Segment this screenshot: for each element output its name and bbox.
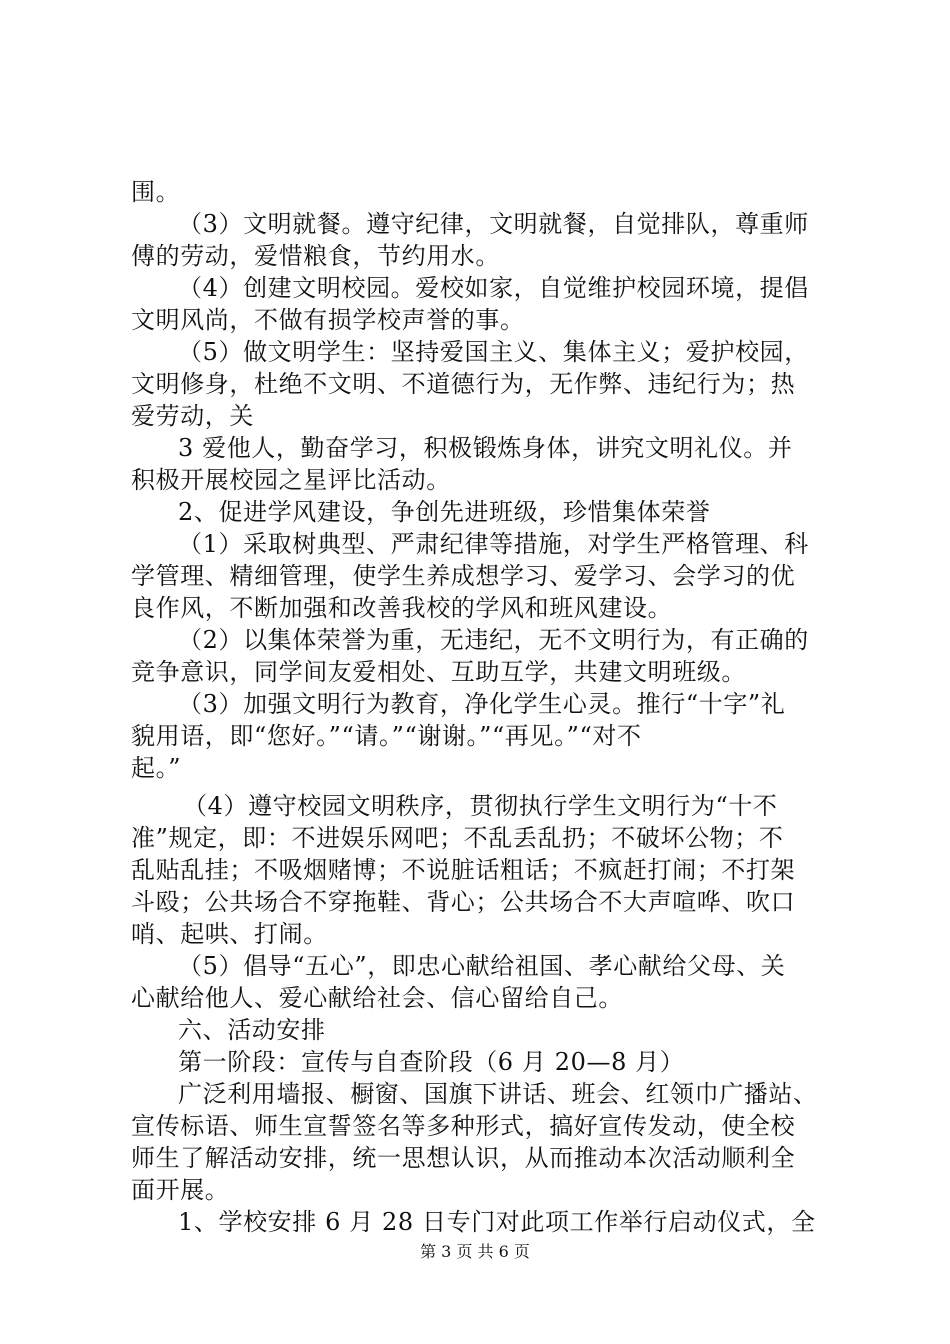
text-line: （3）文明就餐。遵守纪律，文明就餐，自觉排队，尊重师 — [178, 210, 809, 238]
text-line: 爱劳动，关 — [131, 402, 254, 430]
text-line: 面开展。 — [131, 1176, 230, 1204]
section-heading: 六、活动安排 — [178, 1016, 326, 1044]
text-line: 貌用语，即“您好。”“请。”“谢谢。”“再见。”“对不 — [131, 722, 642, 750]
text-line: 准”规定，即：不进娱乐网吧；不乱丢乱扔；不破坏公物；不 — [131, 824, 784, 852]
text-line: 竞争意识，同学间友爱相处、互助互学，共建文明班级。 — [131, 658, 746, 686]
text-line: 1、学校安排 6 月 28 日专门对此项工作举行启动仪式，全 — [178, 1208, 816, 1236]
text-line: 学管理、精细管理，使学生养成想学习、爱学习、会学习的优 — [131, 562, 796, 590]
text-line: 宣传标语、师生宣誓签名等多种形式，搞好宣传发动，使全校 — [131, 1112, 796, 1140]
text-line: 师生了解活动安排，统一思想认识，从而推动本次活动顺利全 — [131, 1144, 796, 1172]
text-line: 良作风，不断加强和改善我校的学风和班风建设。 — [131, 594, 673, 622]
text-line: 文明修身，杜绝不文明、不道德行为，无作弊、违纪行为；热 — [131, 370, 796, 398]
text-line: 文明风尚，不做有损学校声誉的事。 — [131, 306, 525, 334]
text-line: （1）采取树典型、严肃纪律等措施，对学生严格管理、科 — [178, 530, 809, 558]
text-line: 3 爱他人，勤奋学习，积极锻炼身体，讲究文明礼仪。并 — [178, 434, 793, 462]
text-line: （5）做文明学生：坚持爱国主义、集体主义；爱护校园， — [178, 338, 809, 366]
text-line: 斗殴；公共场合不穿拖鞋、背心；公共场合不大声喧哗、吹口 — [131, 888, 796, 916]
text-line: （3）加强文明行为教育，净化学生心灵。推行“十字”礼 — [178, 690, 786, 718]
text-line: （2）以集体荣誉为重，无违纪，无不文明行为，有正确的 — [178, 626, 809, 654]
text-line: 傅的劳动，爱惜粮食，节约用水。 — [131, 242, 500, 270]
page-number-footer: 第 3 页 共 6 页 — [420, 1242, 530, 1261]
text-line: 广泛利用墙报、橱窗、国旗下讲话、班会、红领巾广播站、 — [178, 1080, 818, 1108]
text-line: 哨、起哄、打闹。 — [131, 920, 328, 948]
text-line: 围。 — [131, 178, 181, 206]
text-line: 起。” — [131, 754, 182, 782]
section-heading: 第一阶段：宣传与自查阶段（6 月 20—8 月） — [178, 1048, 685, 1076]
section-heading: 2、促进学风建设，争创先进班级，珍惜集体荣誉 — [178, 498, 711, 526]
text-line: 乱贴乱挂；不吸烟赌博；不说脏话粗话；不疯赶打闹；不打架 — [131, 856, 796, 884]
text-line: （5）倡导“五心”，即忠心献给祖国、孝心献给父母、关 — [178, 952, 786, 980]
text-line: 心献给他人、爱心献给社会、信心留给自己。 — [131, 984, 623, 1012]
text-line: 积极开展校园之星评比活动。 — [131, 466, 451, 494]
text-line: （4）创建文明校园。爱校如家，自觉维护校园环境，提倡 — [178, 274, 809, 302]
text-line: （4）遵守校园文明秩序，贯彻执行学生文明行为“十不 — [183, 792, 778, 820]
